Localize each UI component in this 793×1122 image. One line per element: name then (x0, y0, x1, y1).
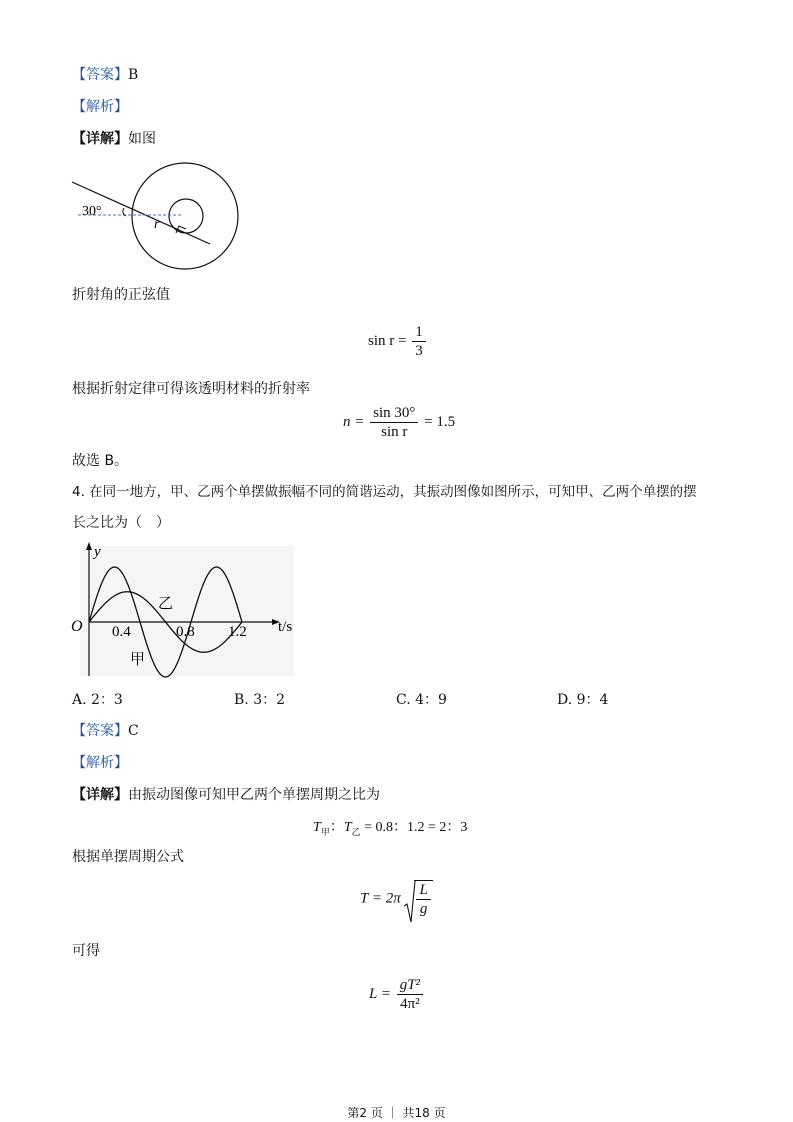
n-rhs: = 1.5 (424, 413, 456, 430)
option-c: C. 4：9 (396, 692, 447, 708)
sub-yi: 乙 (351, 827, 361, 838)
law-intro: 根据折射定律可得该透明材料的折射率 (72, 381, 310, 397)
sqrt-block (404, 880, 432, 918)
q3-conclusion: 故选 B。 (72, 453, 129, 469)
x-tick-2: 1.2 (228, 624, 247, 640)
answer-value: B (128, 67, 139, 83)
sub-jia: 甲 (320, 827, 330, 838)
label-yi: 乙 (158, 594, 174, 612)
x-tick-1: 0.8 (176, 624, 195, 640)
vibration-graph (68, 540, 300, 680)
sin-formula (368, 323, 428, 360)
n-fraction (370, 404, 418, 441)
sin-num: 1 (412, 323, 426, 342)
angle-symbol: r (154, 217, 160, 232)
sqrt-fraction (416, 881, 430, 918)
label-jia: 甲 (130, 650, 146, 668)
detail-line-q3 (72, 130, 156, 148)
t-yi: T (343, 820, 352, 835)
ratio-rhs: = 0.8：1.2 = 2：3 (364, 820, 468, 835)
analysis-tag: 【解析】 (72, 755, 128, 771)
detail-line-q4 (72, 786, 380, 804)
graph-background (80, 546, 294, 676)
answer-line-q4 (72, 722, 139, 740)
sqrt-sign-icon (404, 880, 416, 924)
period-formula (360, 880, 433, 918)
detail-tag: 【详解】 (72, 787, 128, 803)
period-ratio (313, 816, 467, 838)
refraction-diagram (68, 158, 243, 276)
angle-label: 30° (82, 204, 102, 219)
q4-stem-line2: 长之比为（ ） (72, 515, 170, 531)
detail-text: 如图 (128, 131, 156, 147)
answer-tag: 【答案】 (72, 67, 128, 83)
n-formula (343, 404, 455, 441)
x-axis-label: t/s (278, 619, 293, 635)
n-num: sin 30° (370, 404, 418, 423)
answer-tag: 【答案】 (72, 723, 128, 739)
option-b: B. 3：2 (234, 692, 286, 708)
length-formula (369, 976, 425, 1013)
detail-tag: 【详解】 (72, 131, 128, 147)
ratio-sep: ： (329, 820, 344, 835)
origin-label: O (71, 618, 83, 635)
sin-fraction (412, 323, 426, 360)
answer-value: C (128, 723, 139, 739)
sin-lhs: sin r = (368, 332, 407, 349)
length-num: gT² (397, 976, 423, 995)
length-lhs: L = (369, 985, 391, 1002)
y-axis-label: y (94, 544, 101, 560)
formula-intro: 根据单摆周期公式 (72, 849, 184, 865)
analysis-tag: 【解析】 (72, 99, 128, 115)
sqrt-den: g (419, 901, 428, 917)
page-footer: 第2 页 ｜ 共18 页 (347, 1106, 446, 1120)
n-den: sin r (381, 424, 408, 440)
option-a: A. 2：3 (72, 692, 123, 708)
n-lhs: n = (343, 413, 365, 430)
obtain-text: 可得 (72, 943, 100, 959)
sqrt-num: L (416, 881, 430, 900)
length-den: 4π² (400, 996, 420, 1012)
period-lhs: T = 2π (360, 890, 401, 907)
q4-stem-line1: 4. 在同一地方，甲、乙两个单摆做振幅不同的简谐运动，其振动图像如图所示，可知甲、乙两个单摆的摆 (72, 484, 697, 500)
length-fraction (397, 976, 423, 1013)
t-jia: T (313, 820, 321, 835)
sin-den: 3 (415, 343, 423, 359)
x-tick-0: 0.4 (112, 624, 131, 640)
detail-text: 由振动图像可知甲乙两个单摆周期之比为 (128, 787, 380, 803)
option-d: D. 9：4 (557, 692, 609, 708)
answer-line-q3 (72, 66, 138, 84)
sin-intro: 折射角的正弦值 (72, 287, 170, 303)
